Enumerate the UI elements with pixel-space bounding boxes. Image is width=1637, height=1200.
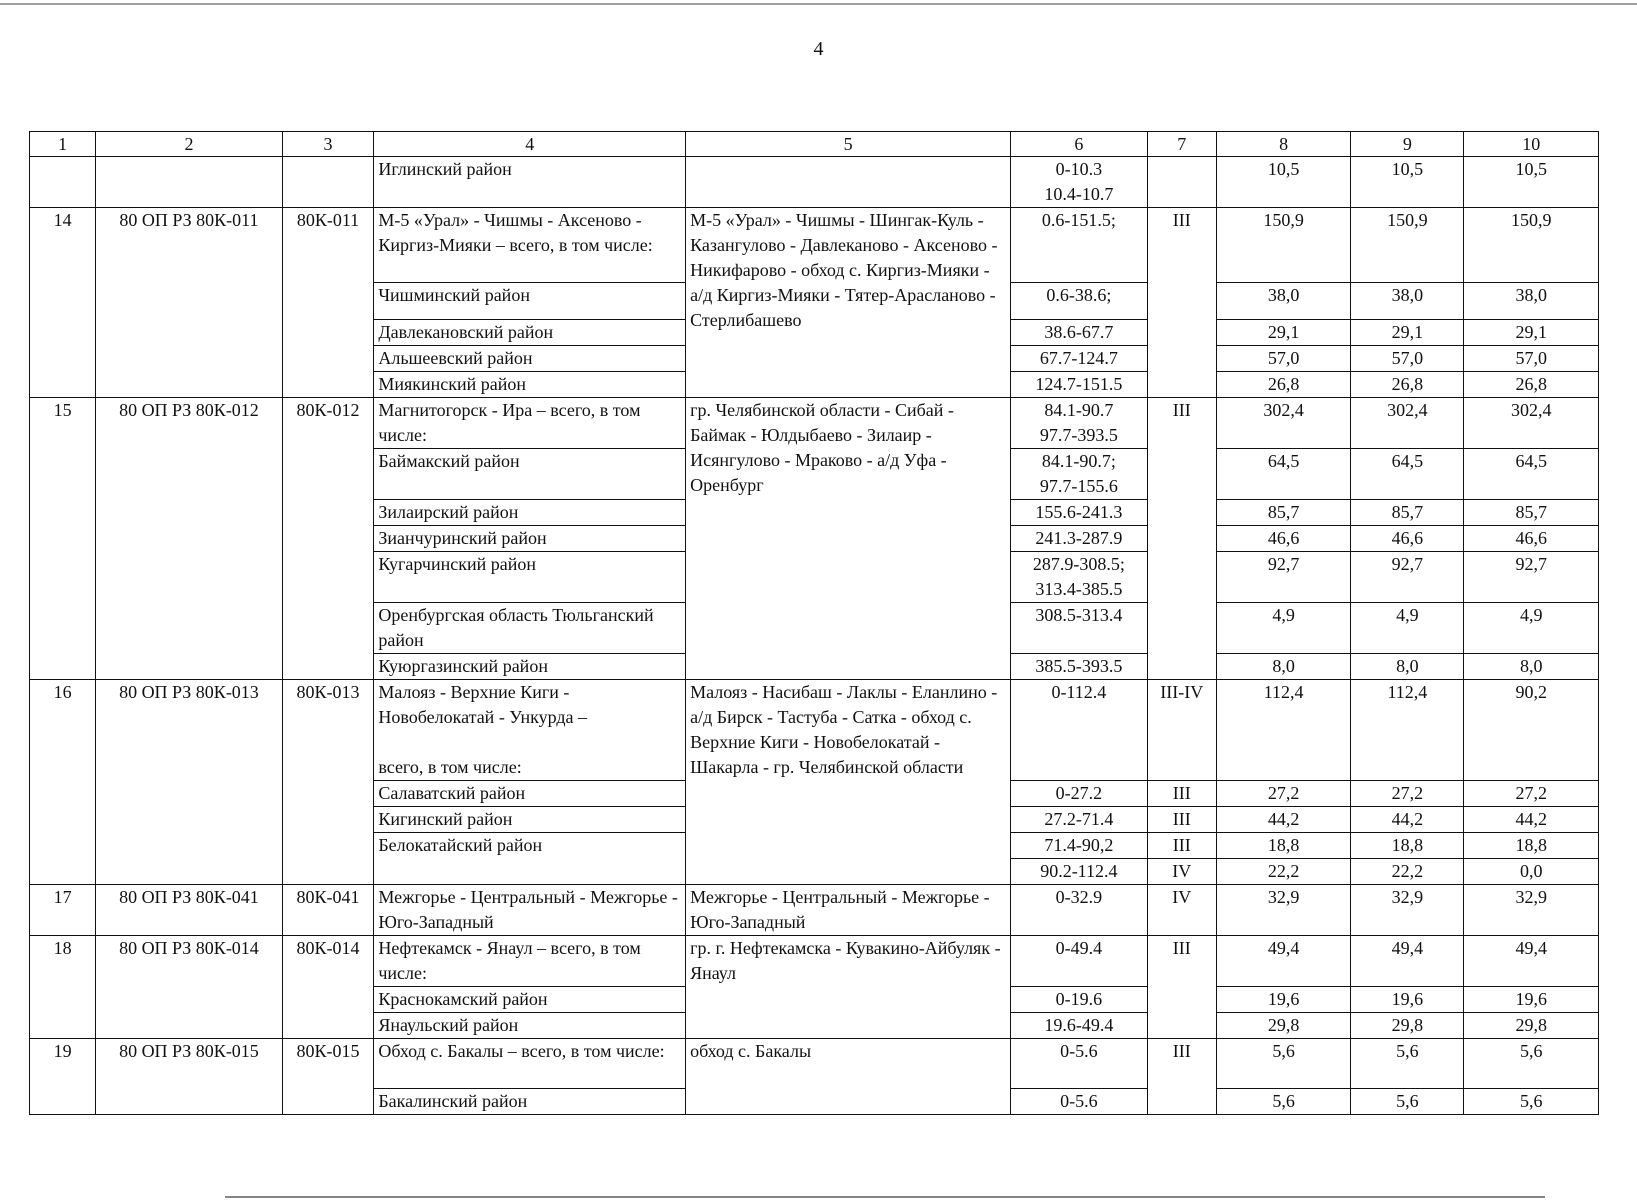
route-description: М-5 «Урал» - Чишмы - Шингак-Куль - Казангулово - Давлеканово - Аксеново - Никифарово - обход с. Киргиз-Мияки - а/д Киргиз-Мияки - Тятер-Арасланово - Стерлибашево xyxy=(686,208,1011,398)
header-cell: 4 xyxy=(374,132,686,157)
value-cell: 85,7 xyxy=(1351,500,1464,526)
header-cell: 3 xyxy=(282,132,374,157)
district-cell: Давлекановский район xyxy=(374,320,686,346)
category-cell: III-IV xyxy=(1147,680,1216,781)
km-cell: 0-10.3 10.4-10.7 xyxy=(1011,157,1148,208)
value-cell: 5,6 xyxy=(1464,1039,1599,1089)
row-number: 19 xyxy=(30,1039,96,1115)
category-cell: III xyxy=(1147,833,1216,859)
value-cell: 8,0 xyxy=(1464,654,1599,680)
value-cell: 27,2 xyxy=(1216,781,1350,807)
km-cell: 124.7-151.5 xyxy=(1011,372,1148,398)
value-cell: 10,5 xyxy=(1464,157,1599,208)
district-cell: Чишминский район xyxy=(374,283,686,320)
row-number: 16 xyxy=(30,680,96,885)
value-cell: 150,9 xyxy=(1351,208,1464,283)
row-number: 15 xyxy=(30,398,96,680)
value-cell: 8,0 xyxy=(1351,654,1464,680)
value-cell: 32,9 xyxy=(1351,885,1464,936)
category-cell: III xyxy=(1147,1039,1216,1115)
district-cell: Баймакский район xyxy=(374,449,686,500)
km-cell: 0-112.4 xyxy=(1011,680,1148,781)
value-cell: 44,2 xyxy=(1351,807,1464,833)
road-code: 80К-011 xyxy=(282,208,374,398)
value-cell: 4,9 xyxy=(1464,603,1599,654)
header-cell: 1 xyxy=(30,132,96,157)
value-cell: 49,4 xyxy=(1464,936,1599,987)
value-cell: 92,7 xyxy=(1351,552,1464,603)
km-cell: 19.6-49.4 xyxy=(1011,1013,1148,1039)
value-cell: 4,9 xyxy=(1351,603,1464,654)
road-name: Магнитогорск - Ира – всего, в том числе: xyxy=(374,398,686,449)
value-cell: 18,8 xyxy=(1464,833,1599,859)
header-cell: 6 xyxy=(1011,132,1148,157)
value-cell: 150,9 xyxy=(1464,208,1599,283)
value-cell: 18,8 xyxy=(1216,833,1350,859)
district-cell: Бакалинский район xyxy=(374,1089,686,1115)
value-cell: 38,0 xyxy=(1464,283,1599,320)
km-cell: 0-32.9 xyxy=(1011,885,1148,936)
road-code: 80К-015 xyxy=(282,1039,374,1115)
category-cell: III xyxy=(1147,398,1216,680)
district-cell: Зилаирский район xyxy=(374,500,686,526)
value-cell: 29,8 xyxy=(1216,1013,1350,1039)
header-cell: 10 xyxy=(1464,132,1599,157)
category-cell: IV xyxy=(1147,885,1216,936)
category-cell: III xyxy=(1147,936,1216,1039)
km-cell: 0-5.6 xyxy=(1011,1039,1148,1089)
km-cell: 241.3-287.9 xyxy=(1011,526,1148,552)
road-code: 80К-012 xyxy=(282,398,374,680)
top-rule xyxy=(0,3,1637,5)
road-name: М-5 «Урал» - Чишмы - Аксеново - Киргиз-Мияки – всего, в том числе: xyxy=(374,208,686,283)
road-code: 80К-013 xyxy=(282,680,374,885)
km-cell: 308.5-313.4 xyxy=(1011,603,1148,654)
km-cell: 27.2-71.4 xyxy=(1011,807,1148,833)
district-cell: Иглинский район xyxy=(374,157,686,208)
road-name: Нефтекамск - Янаул – всего, в том числе: xyxy=(374,936,686,987)
header-cell: 5 xyxy=(686,132,1011,157)
road-name: Малояз - Верхние Киги - Новобелокатай - Ункурда – всего, в том числе: xyxy=(374,680,686,781)
km-cell: 90.2-112.4 xyxy=(1011,859,1148,885)
value-cell: 92,7 xyxy=(1216,552,1350,603)
road-name: Межгорье - Центральный - Межгорье - Юго-Западный xyxy=(374,885,686,936)
value-cell: 26,8 xyxy=(1351,372,1464,398)
value-cell: 26,8 xyxy=(1216,372,1350,398)
road-code: 80К-014 xyxy=(282,936,374,1039)
value-cell: 5,6 xyxy=(1216,1039,1350,1089)
category-cell: III xyxy=(1147,208,1216,398)
value-cell: 44,2 xyxy=(1216,807,1350,833)
km-cell: 155.6-241.3 xyxy=(1011,500,1148,526)
value-cell: 29,1 xyxy=(1351,320,1464,346)
value-cell: 302,4 xyxy=(1216,398,1350,449)
category-cell: IV xyxy=(1147,859,1216,885)
value-cell: 46,6 xyxy=(1216,526,1350,552)
value-cell: 49,4 xyxy=(1216,936,1350,987)
km-cell: 0.6-151.5; xyxy=(1011,208,1148,283)
district-cell: Кигинский район xyxy=(374,807,686,833)
road-name: Обход с. Бакалы – всего, в том числе: xyxy=(374,1039,686,1089)
row-number: 18 xyxy=(30,936,96,1039)
value-cell: 46,6 xyxy=(1464,526,1599,552)
km-cell: 67.7-124.7 xyxy=(1011,346,1148,372)
value-cell: 22,2 xyxy=(1216,859,1350,885)
km-cell: 0-19.6 xyxy=(1011,987,1148,1013)
route-description: гр. Челябинской области - Сибай - Баймак - Юлдыбаево - Зилаир - Исянгулово - Мраково - а/д Уфа - Оренбург xyxy=(686,398,1011,680)
district-cell: Куюргазинский район xyxy=(374,654,686,680)
value-cell: 22,2 xyxy=(1351,859,1464,885)
value-cell: 90,2 xyxy=(1464,680,1599,781)
registry-number: 80 ОП РЗ 80К-014 xyxy=(96,936,282,1039)
table-row xyxy=(30,1039,1599,1089)
value-cell: 29,8 xyxy=(1464,1013,1599,1039)
value-cell: 27,2 xyxy=(1351,781,1464,807)
registry-number: 80 ОП РЗ 80К-012 xyxy=(96,398,282,680)
category-cell: III xyxy=(1147,807,1216,833)
table-row xyxy=(30,208,1599,283)
km-cell: 71.4-90,2 xyxy=(1011,833,1148,859)
value-cell: 32,9 xyxy=(1464,885,1599,936)
route-description: Межгорье - Центральный - Межгорье - Юго-Западный xyxy=(686,885,1011,936)
km-cell: 385.5-393.5 xyxy=(1011,654,1148,680)
value-cell: 27,2 xyxy=(1464,781,1599,807)
km-cell: 0-49.4 xyxy=(1011,936,1148,987)
district-cell: Альшеевский район xyxy=(374,346,686,372)
value-cell: 10,5 xyxy=(1351,157,1464,208)
district-cell: Миякинский район xyxy=(374,372,686,398)
district-cell: Янаульский район xyxy=(374,1013,686,1039)
header-cell: 8 xyxy=(1216,132,1350,157)
value-cell: 112,4 xyxy=(1351,680,1464,781)
registry-number: 80 ОП РЗ 80К-015 xyxy=(96,1039,282,1115)
table-row xyxy=(30,157,1599,208)
value-cell: 5,6 xyxy=(1351,1039,1464,1089)
row-number: 17 xyxy=(30,885,96,936)
km-cell: 287.9-308.5; 313.4-385.5 xyxy=(1011,552,1148,603)
value-cell: 302,4 xyxy=(1351,398,1464,449)
value-cell: 5,6 xyxy=(1464,1089,1599,1115)
value-cell: 85,7 xyxy=(1216,500,1350,526)
registry-number: 80 ОП РЗ 80К-013 xyxy=(96,680,282,885)
km-cell: 84.1-90.7 97.7-393.5 xyxy=(1011,398,1148,449)
header-cell: 7 xyxy=(1147,132,1216,157)
value-cell: 19,6 xyxy=(1351,987,1464,1013)
value-cell: 57,0 xyxy=(1464,346,1599,372)
value-cell: 0,0 xyxy=(1464,859,1599,885)
header-cell: 2 xyxy=(96,132,282,157)
km-cell: 0.6-38.6; xyxy=(1011,283,1148,320)
km-cell: 84.1-90.7; 97.7-155.6 xyxy=(1011,449,1148,500)
district-cell: Зианчуринский район xyxy=(374,526,686,552)
value-cell: 92,7 xyxy=(1464,552,1599,603)
value-cell: 29,1 xyxy=(1464,320,1599,346)
value-cell: 32,9 xyxy=(1216,885,1350,936)
value-cell: 19,6 xyxy=(1464,987,1599,1013)
page-number: 4 xyxy=(813,38,824,60)
value-cell: 26,8 xyxy=(1464,372,1599,398)
roads-table xyxy=(29,131,1599,1115)
district-cell: Краснокамский район xyxy=(374,987,686,1013)
route-description: гр. г. Нефтекамска - Кувакино-Айбуляк - Янаул xyxy=(686,936,1011,1039)
district-cell: Белокатайский район xyxy=(374,833,686,885)
value-cell: 44,2 xyxy=(1464,807,1599,833)
value-cell: 150,9 xyxy=(1216,208,1350,283)
value-cell: 18,8 xyxy=(1351,833,1464,859)
value-cell: 29,8 xyxy=(1351,1013,1464,1039)
value-cell: 8,0 xyxy=(1216,654,1350,680)
value-cell: 38,0 xyxy=(1351,283,1464,320)
header-cell: 9 xyxy=(1351,132,1464,157)
value-cell: 57,0 xyxy=(1351,346,1464,372)
row-number: 14 xyxy=(30,208,96,398)
registry-number: 80 ОП РЗ 80К-041 xyxy=(96,885,282,936)
value-cell: 10,5 xyxy=(1216,157,1350,208)
km-cell: 0-27.2 xyxy=(1011,781,1148,807)
value-cell: 49,4 xyxy=(1351,936,1464,987)
category-cell: III xyxy=(1147,781,1216,807)
district-cell: Кугарчинский район xyxy=(374,552,686,603)
value-cell: 5,6 xyxy=(1351,1089,1464,1115)
value-cell: 4,9 xyxy=(1216,603,1350,654)
table-row xyxy=(30,398,1599,449)
district-cell: Салаватский район xyxy=(374,781,686,807)
value-cell: 38,0 xyxy=(1216,283,1350,320)
route-description: Малояз - Насибаш - Лаклы - Еланлино - а/д Бирск - Тастуба - Сатка - обход с. Верхние Киги - Новобелокатай - Шакарла - гр. Челябинской области xyxy=(686,680,1011,885)
registry-number: 80 ОП РЗ 80К-011 xyxy=(96,208,282,398)
table-row xyxy=(30,885,1599,936)
table-row xyxy=(30,680,1599,781)
value-cell: 46,6 xyxy=(1351,526,1464,552)
road-code: 80К-041 xyxy=(282,885,374,936)
value-cell: 64,5 xyxy=(1464,449,1599,500)
value-cell: 64,5 xyxy=(1351,449,1464,500)
table-row xyxy=(30,936,1599,987)
header-row xyxy=(30,132,1599,157)
value-cell: 112,4 xyxy=(1216,680,1350,781)
value-cell: 19,6 xyxy=(1216,987,1350,1013)
value-cell: 64,5 xyxy=(1216,449,1350,500)
value-cell: 85,7 xyxy=(1464,500,1599,526)
route-description: обход с. Бакалы xyxy=(686,1039,1011,1115)
value-cell: 302,4 xyxy=(1464,398,1599,449)
value-cell: 29,1 xyxy=(1216,320,1350,346)
value-cell: 5,6 xyxy=(1216,1089,1350,1115)
value-cell: 57,0 xyxy=(1216,346,1350,372)
district-cell: Оренбургская область Тюльганский район xyxy=(374,603,686,654)
bottom-rule xyxy=(225,1196,1545,1198)
km-cell: 0-5.6 xyxy=(1011,1089,1148,1115)
km-cell: 38.6-67.7 xyxy=(1011,320,1148,346)
